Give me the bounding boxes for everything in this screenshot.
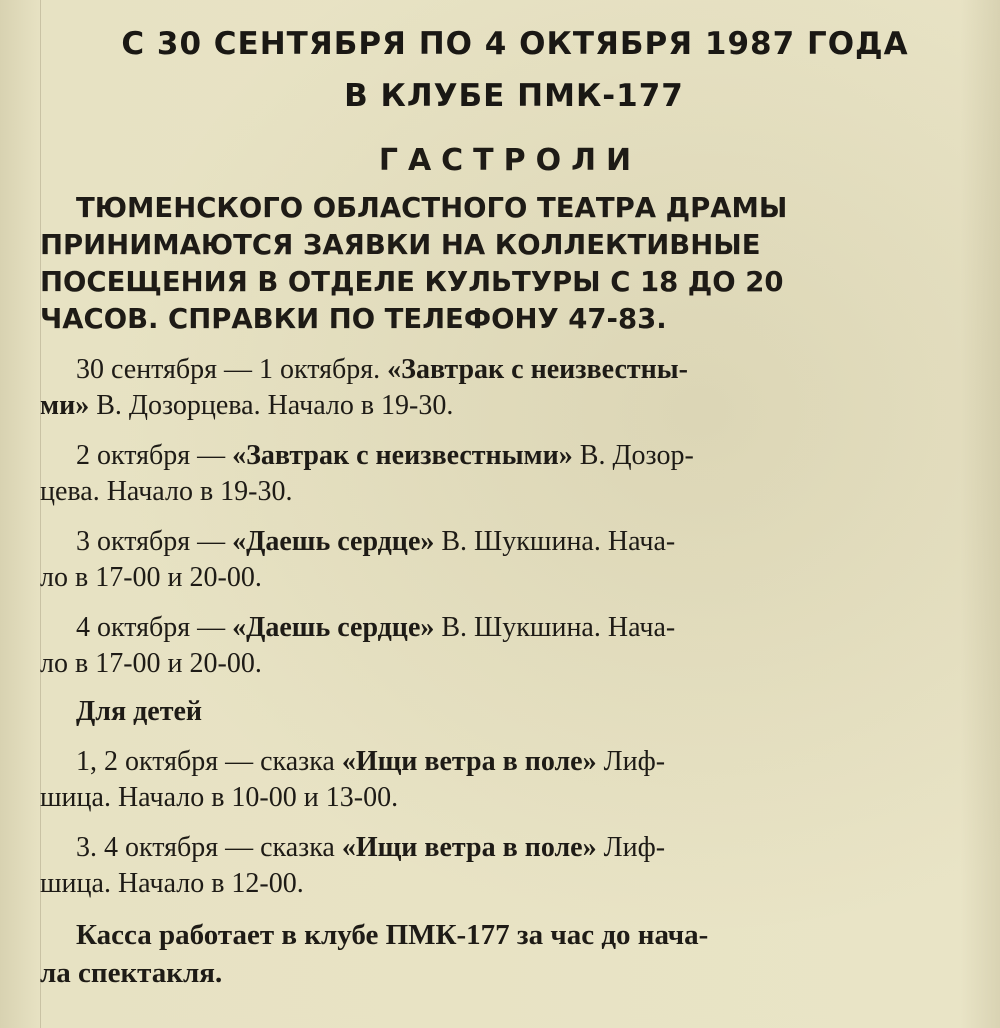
announcement-line: ПРИНИМАЮТСЯ ЗАЯВКИ НА КОЛЛЕКТИВНЫЕ (40, 229, 761, 261)
play-title: «Ищи ветра в поле» (341, 746, 597, 777)
dates-headline: С 30 СЕНТЯБРЯ ПО 4 ОКТЯБРЯ 1987 ГОДА (121, 26, 909, 62)
play-title: «Даешь сердце» (232, 526, 435, 557)
schedule-details: В. Дозорцева. Начало в 19-30. (89, 390, 454, 421)
schedule-line (40, 780, 966, 816)
schedule-date: 2 октября — (76, 440, 233, 471)
kids-entry (40, 744, 966, 816)
schedule-details: Лиф- (596, 832, 666, 863)
schedule-line (40, 744, 966, 780)
schedule-line (40, 438, 966, 474)
venue-headline: В КЛУБЕ ПМК-177 (344, 78, 684, 114)
schedule-details: цева. Начало в 19-30. (40, 476, 293, 507)
schedule-date: 1, 2 октября — сказка (76, 746, 342, 777)
announcement-column (40, 18, 966, 992)
play-title: «Завтрак с неизвестными» (232, 440, 573, 471)
theatre-announcement (40, 190, 966, 338)
schedule-line (40, 524, 966, 560)
box-office-note (40, 916, 966, 992)
schedule-line (40, 830, 966, 866)
announcement-line: ЧАСОВ. СПРАВКИ ПО ТЕЛЕФОНУ 47-83. (40, 303, 667, 335)
schedule-entry (40, 438, 966, 510)
kids-section-heading: Для детей (76, 696, 203, 727)
announcement-line: ПОСЕЩЕНИЯ В ОТДЕЛЕ КУЛЬТУРЫ С 18 ДО 20 (40, 266, 784, 298)
schedule-line (40, 352, 966, 388)
schedule-date: 30 сентября — 1 октября. (76, 354, 388, 385)
schedule-details: В. Шукшина. Нача- (434, 612, 676, 643)
schedule-details: шица. Начало в 12-00. (40, 868, 304, 899)
schedule-date: 3. 4 октября — сказка (76, 832, 342, 863)
tour-headline: ГАСТРОЛИ (378, 143, 642, 178)
schedule-details: шица. Начало в 10-00 и 13-00. (40, 782, 399, 813)
play-title: «Завтрак с неизвестны- (387, 354, 688, 385)
box-office-line: ла спектакля. (40, 957, 223, 989)
schedule-entry (40, 610, 966, 682)
schedule-line (40, 610, 966, 646)
schedule-date: 3 октября — (76, 526, 233, 557)
schedule-details: В. Шукшина. Нача- (434, 526, 676, 557)
schedule-details: ло в 17-00 и 20-00. (40, 562, 262, 593)
schedule-entry (40, 524, 966, 596)
schedule-entry (40, 352, 966, 424)
play-title: ми» (40, 390, 90, 421)
play-title: «Даешь сердце» (232, 612, 435, 643)
schedule-line (40, 646, 966, 682)
play-title: «Ищи ветра в поле» (341, 832, 597, 863)
schedule-line (40, 560, 966, 596)
schedule-details: Лиф- (596, 746, 666, 777)
schedule-line (40, 866, 966, 902)
schedule-details: ло в 17-00 и 20-00. (40, 648, 262, 679)
schedule-line (40, 474, 966, 510)
kids-entry (40, 830, 966, 902)
schedule-details: В. Дозор- (572, 440, 694, 471)
schedule-date: 4 октября — (76, 612, 233, 643)
schedule-line (40, 388, 966, 424)
announcement-line: ТЮМЕНСКОГО ОБЛАСТНОГО ТЕАТРА ДРАМЫ (76, 192, 788, 224)
box-office-line: Касса работает в клубе ПМК-177 за час до нача- (76, 919, 709, 951)
